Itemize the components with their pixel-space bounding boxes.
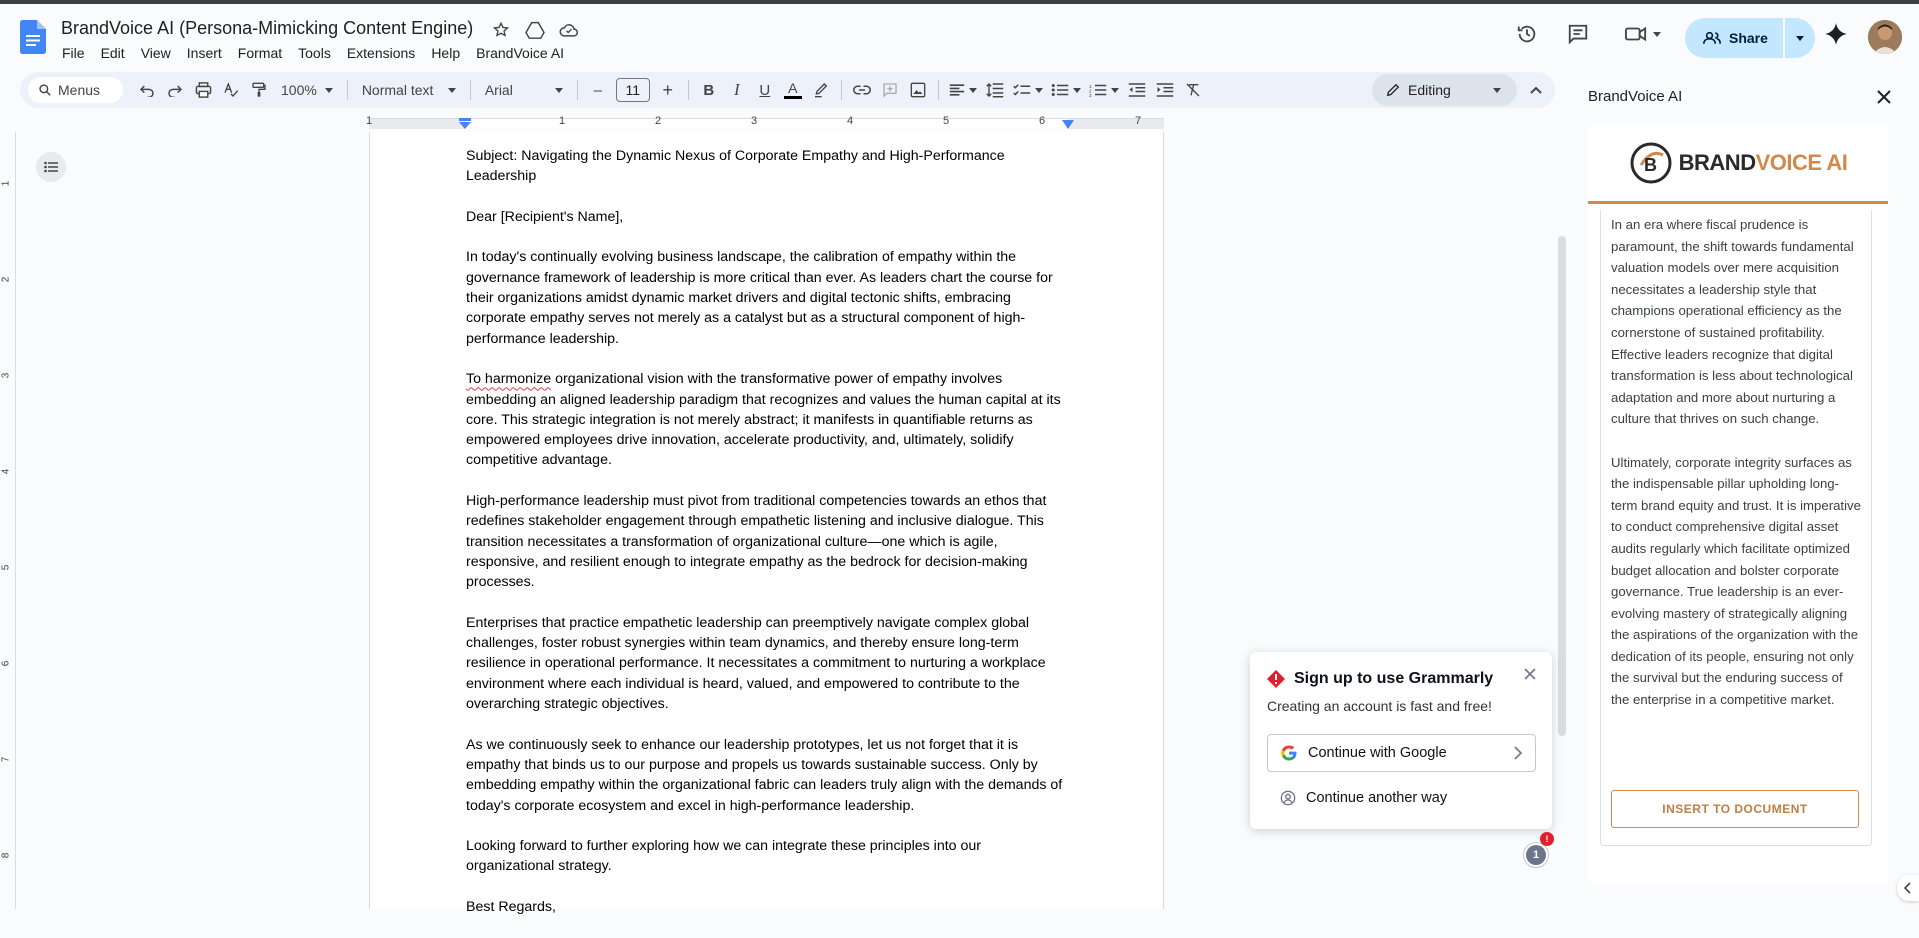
chevron-down-icon <box>325 88 333 93</box>
underline-icon[interactable]: U <box>759 81 771 99</box>
star-icon[interactable] <box>490 19 512 41</box>
continue-another-way-label: Continue another way <box>1306 790 1448 806</box>
svg-text:3: 3 <box>1088 92 1092 97</box>
paragraph-6: Looking forward to further exploring how we can integrate these principles into our organizational strategy. <box>466 838 981 875</box>
increase-font-size-icon[interactable]: + <box>662 79 674 100</box>
hide-menus-chevron-up-icon[interactable] <box>1522 76 1550 104</box>
svg-text:B: B <box>1643 154 1657 175</box>
spellcheck-icon[interactable] <box>217 76 245 104</box>
ruler-number: 5 <box>0 564 12 571</box>
version-history-icon[interactable] <box>1509 16 1545 52</box>
generated-paragraph-1: In an era where fiscal prudence is paramount, the shift towards fundamental valuation models over mere acquisition necessitates a leadership style that champions operational efficiency as the cornerstone of sustained profitability. Effective leaders recognize that digital transformation is less about technological adaptation and more about nurturing a culture that thrives on such change. <box>1611 217 1854 427</box>
meet-icon[interactable] <box>1618 16 1668 52</box>
decrease-indent-icon[interactable] <box>1123 76 1151 104</box>
continue-with-google-button[interactable] <box>1267 734 1536 772</box>
font-size-input[interactable]: 11 <box>616 78 650 102</box>
ruler-number: 1 <box>559 115 566 127</box>
vertical-ruler[interactable] <box>0 132 16 909</box>
highlight-color-icon[interactable] <box>807 76 835 104</box>
comments-icon[interactable] <box>1560 16 1596 52</box>
ruler-number: 1 <box>0 180 12 187</box>
chevron-left-icon <box>1904 882 1912 894</box>
horizontal-ruler[interactable] <box>0 112 1570 132</box>
pencil-icon <box>1386 83 1400 97</box>
document-page[interactable] <box>369 132 1164 915</box>
formatting-toolbar <box>20 72 1555 108</box>
increase-indent-icon[interactable] <box>1151 76 1179 104</box>
grammarly-signup-popup <box>1250 652 1552 829</box>
paragraph-1: In today's continually evolving business landscape, the calibration of empathy within the governance framework of leadership is more critical than ever. As leaders chart the course for their organizations amidst dynamic market drivers and digital tectonic shifts, embracing corporate empathy serves not merely as a catalyst but as a structural component of high-performance leadership. <box>466 249 1053 347</box>
insert-image-icon[interactable] <box>904 76 932 104</box>
zoom-value: 100% <box>281 82 317 98</box>
spelling-flagged-text[interactable]: To harmonize <box>466 371 552 388</box>
ruler-number: 4 <box>847 115 854 127</box>
chevron-down-icon <box>1796 36 1804 41</box>
move-to-drive-icon[interactable] <box>524 19 546 41</box>
toolbar-divider <box>688 80 689 100</box>
cloud-saved-icon[interactable] <box>558 19 580 41</box>
subject-line: Subject: Navigating the Dynamic Nexus of Corporate Empathy and High-Performance Leadership <box>466 148 1005 185</box>
redo-icon[interactable] <box>161 76 189 104</box>
document-body[interactable] <box>466 146 1071 938</box>
menu-format[interactable]: Format <box>237 45 283 61</box>
generated-paragraph-2: Ultimately, corporate integrity surfaces as the indispensable pillar upholding long-term brand equity and trust. It is imperative to conduct comprehensive digital asset audits regularly which facilitate optimized budget allocation and bolster corporate governance. True leadership is an ever-evolving mastery of strategically aligning the aspirations of the organization with the dedication of its people, ensuring not only the survival but the enduring success of the enterprise in a competitive market. <box>1611 454 1861 708</box>
ruler-number: 6 <box>0 660 12 667</box>
document-outline-button[interactable] <box>36 152 66 182</box>
continue-another-way-button[interactable] <box>1280 790 1447 806</box>
font-select[interactable] <box>477 82 571 98</box>
generated-text <box>1611 214 1861 732</box>
side-panel-title: BrandVoice AI <box>1588 88 1683 105</box>
zoom-select[interactable] <box>273 82 341 98</box>
google-icon <box>1280 744 1298 762</box>
menu-brandvoice[interactable]: BrandVoice AI <box>476 45 565 61</box>
insert-link-icon[interactable] <box>848 76 876 104</box>
paragraph-4: Enterprises that practice empathetic leadership can preemptively navigate complex global challenges, foster robust synergies within team dynamics, and thereby ensure long-term resilience in operational performance. It necessitates a commitment to nurturing a workplace environment where each individual is heard, valued, and empowered to contribute to the overarching strategic objectives. <box>466 614 1046 713</box>
close-icon[interactable] <box>1873 86 1895 108</box>
add-comment-icon[interactable] <box>876 76 904 104</box>
menus-search[interactable] <box>28 77 123 103</box>
generated-content-box[interactable] <box>1600 210 1872 846</box>
ruler-number: 4 <box>0 468 12 475</box>
grammarly-subtitle: Creating an account is fast and free! <box>1267 698 1492 714</box>
ruler-number: 8 <box>0 852 12 859</box>
numbered-list-icon[interactable] <box>1085 76 1123 104</box>
bulleted-list-icon[interactable] <box>1047 76 1085 104</box>
greeting: Dear [Recipient's Name], <box>466 208 624 225</box>
search-icon <box>38 83 52 97</box>
ruler-number: 2 <box>655 115 662 127</box>
menu-edit[interactable]: Edit <box>100 45 125 61</box>
toolbar-divider <box>347 80 348 100</box>
brandvoice-logo <box>1588 124 1888 204</box>
menu-help[interactable]: Help <box>431 45 461 61</box>
logo-brand-text: BRAND <box>1678 149 1756 175</box>
clear-formatting-icon[interactable] <box>1179 76 1207 104</box>
right-indent-marker-icon[interactable] <box>1061 120 1075 130</box>
brandvoice-side-panel <box>1572 72 1919 909</box>
avatar[interactable] <box>1868 20 1902 54</box>
share-label: Share <box>1729 30 1768 46</box>
font-value: Arial <box>484 82 513 98</box>
ruler-number: 7 <box>0 756 12 763</box>
side-panel-collapse-button[interactable] <box>1897 875 1919 901</box>
close-icon[interactable] <box>1522 666 1538 682</box>
continue-with-google-label: Continue with Google <box>1308 745 1447 761</box>
insert-to-document-button[interactable]: INSERT TO DOCUMENT <box>1611 790 1859 828</box>
grammarly-alert-dot: ! <box>1540 832 1554 846</box>
paint-format-icon[interactable] <box>245 76 273 104</box>
chevron-right-icon <box>1513 746 1523 760</box>
gemini-sparkle-icon[interactable] <box>1818 16 1854 52</box>
menus-search-label: Menus <box>58 82 101 98</box>
checklist-icon[interactable] <box>1009 76 1047 104</box>
ruler-number: 5 <box>943 115 950 127</box>
docs-logo-icon[interactable] <box>20 20 46 54</box>
left-indent-marker-icon[interactable] <box>458 118 472 130</box>
editing-mode-select[interactable] <box>1372 74 1517 106</box>
ruler-number: 3 <box>0 372 12 379</box>
user-icon <box>1280 790 1296 806</box>
text-color-icon[interactable]: A <box>779 76 807 104</box>
undo-icon[interactable] <box>133 76 161 104</box>
alert-icon <box>1267 670 1285 688</box>
paragraph-5: As we continuously seek to enhance our leadership prototypes, let us not forget that it is empathy that binds us to our purpose and propels us towards sustainable success. Only by embedding empathy within the organizational fabric can leaders truly align with the demands of today's corporate ecosystem and excel in high-performance leadership. <box>466 736 1063 814</box>
paragraph-style-value: Normal text <box>361 82 434 98</box>
title-bar <box>0 4 1919 62</box>
ruler-number: 7 <box>1135 115 1142 127</box>
chevron-down-icon <box>448 88 456 93</box>
ruler-number: 1 <box>366 115 373 127</box>
paragraph-3: High-performance leadership must pivot from traditional competencies towards an ethos that redefines stakeholder engagement through empathetic listening and inclusive dialogue. This transition necessitates a transformation of organizational culture—one which is agile, responsive, and resilient enough to integrate empathy as the bedrock for decision-making processes. <box>466 493 1047 591</box>
document-title[interactable]: BrandVoice AI (Persona-Mimicking Content Engine) <box>61 18 474 38</box>
print-icon[interactable] <box>189 76 217 104</box>
grammarly-title: Sign up to use Grammarly <box>1294 670 1494 687</box>
menu-insert[interactable]: Insert <box>186 45 222 61</box>
chevron-down-icon <box>555 88 563 93</box>
menu-extensions[interactable]: Extensions <box>346 45 416 61</box>
paragraph-style-select[interactable] <box>354 82 464 98</box>
paragraph-2 <box>466 369 1071 470</box>
grammarly-count: 1 <box>1526 845 1546 865</box>
people-icon <box>1703 31 1721 45</box>
menu-file[interactable]: File <box>62 45 85 61</box>
ruler-number: 6 <box>1039 115 1046 127</box>
menu-view[interactable]: View <box>140 45 171 61</box>
decrease-font-size-icon[interactable]: – <box>593 81 602 99</box>
line-spacing-icon[interactable] <box>981 76 1009 104</box>
logo-voice-text: VOICE AI <box>1755 149 1848 175</box>
closing: Best Regards, <box>466 898 556 915</box>
brandvoice-card <box>1588 124 1888 884</box>
editing-mode-value: Editing <box>1408 82 1451 98</box>
toolbar-divider <box>841 80 842 100</box>
toolbar-divider <box>470 80 471 100</box>
brandvoice-logo-icon <box>1629 141 1673 185</box>
svg-text:2: 2 <box>1088 88 1092 94</box>
toolbar-divider <box>577 80 578 100</box>
ruler-number: 3 <box>751 115 758 127</box>
paragraph-2-text: organizational vision with the transformative power of empathy involves embedding an aligned leadership paradigm that recognizes and values the human capital at its core. This strategic integration is not merely abstract; it manifests in quantifiable returns as empowered employees drive innovation, accelerate productivity, and, ultimately, solidify competitive advantage. <box>466 371 1061 469</box>
menu-bar <box>54 43 572 63</box>
menu-tools[interactable]: Tools <box>298 45 331 61</box>
document-scrollbar[interactable] <box>1558 236 1566 736</box>
italic-icon[interactable]: I <box>733 80 740 99</box>
list-icon <box>44 161 58 173</box>
ruler-number: 2 <box>0 276 12 283</box>
bold-icon[interactable]: B <box>703 81 715 99</box>
toolbar-divider <box>938 80 939 100</box>
share-options-button[interactable] <box>1785 18 1815 58</box>
align-left-icon[interactable] <box>945 76 981 104</box>
svg-text:1: 1 <box>1088 83 1092 89</box>
chevron-down-icon <box>1493 88 1501 93</box>
share-button[interactable] <box>1685 18 1783 58</box>
